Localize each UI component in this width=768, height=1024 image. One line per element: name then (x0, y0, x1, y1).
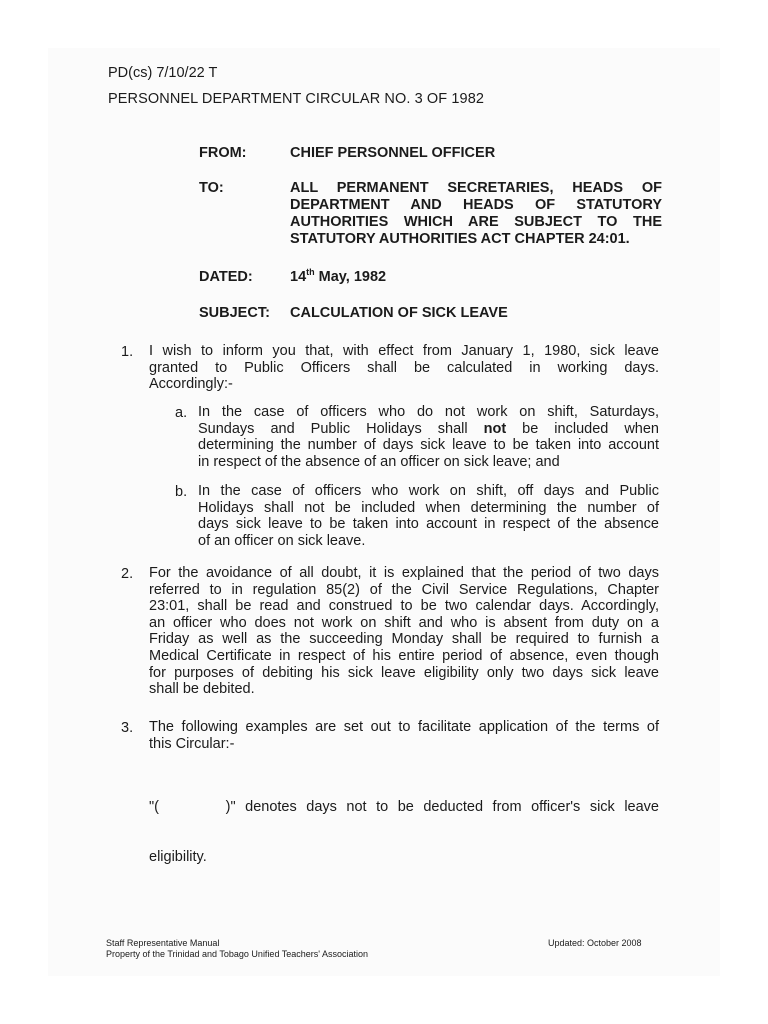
dated-suffix: th (306, 267, 315, 278)
paragraph-line: eligibility. (149, 848, 207, 865)
subparagraph-line: In the case of officers who do not work on shift, Saturdays, (198, 404, 659, 420)
dated-day: 14 (290, 269, 307, 285)
paragraph-line: For the avoidance of all doubt, it is explained that the period of two days (149, 565, 659, 581)
reference-number: PD(cs) 7/10/22 T (108, 65, 218, 81)
paragraph-line: granted to Public Officers shall be calculated in working days. (149, 359, 659, 376)
paragraph-1-number: 1. (121, 344, 134, 360)
subject-label: SUBJECT: (199, 305, 270, 321)
footer-manual: Staff Representative Manual (106, 938, 220, 948)
paragraph-line: Friday as well as the succeeding Monday shall be required to furnish a (149, 631, 659, 648)
paragraph-3-note (149, 766, 659, 882)
subparagraph-line (198, 421, 659, 438)
dated-label: DATED: (199, 269, 253, 285)
paragraph-3 (149, 719, 659, 752)
paragraph-line: shall be debited. (149, 681, 255, 698)
paragraph-line: an officer who does not work on shift and who is absent from duty on a (149, 614, 659, 631)
subparagraph-line: in respect of the absence of an officer on sick leave; and (198, 453, 560, 470)
paragraph-line: Accordingly:- (149, 376, 233, 393)
paragraph-line: for purposes of debiting his sick leave eligibility only two days sick leave (149, 664, 659, 681)
paragraph-line: I wish to inform you that, with effect from January 1, 1980, sick leave (149, 343, 659, 359)
paragraph-line: referred to in regulation 85(2) of the Civil Service Regulations, Chapter (149, 581, 659, 598)
footer-left (106, 938, 368, 960)
subparagraph-b-label: b. (175, 484, 188, 500)
dated-value (290, 269, 386, 286)
paragraph-line: The following examples are set out to facilitate application of the terms of (149, 719, 659, 735)
subparagraph-line: Holidays shall not be included when determining the number of (198, 499, 659, 516)
subparagraph-a-label: a. (175, 405, 188, 421)
subparagraph-line: determining the number of days sick leave to be taken into account (198, 437, 659, 454)
subparagraph-line: days sick leave to be taken into account in respect of the absence (198, 516, 659, 533)
subparagraph-b (198, 483, 659, 549)
paragraph-line: "( )" denotes days not to be deducted from officer's sick leave (149, 799, 659, 816)
paragraph-line: 23:01, shall be read and construed to be two calendar days. Accordingly, (149, 598, 659, 615)
to-line: DEPARTMENT AND HEADS OF STATUTORY (290, 197, 662, 213)
to-value (290, 180, 662, 248)
subparagraph-a (198, 404, 659, 470)
subparagraph-text: be included when (506, 420, 659, 437)
paragraph-2-number: 2. (121, 566, 134, 582)
to-line: AUTHORITIES WHICH ARE SUBJECT TO THE (290, 214, 662, 230)
to-line: ALL PERMANENT SECRETARIES, HEADS OF (290, 180, 662, 196)
footer-updated: Updated: October 2008 (548, 938, 642, 948)
paragraph-line: this Circular:- (149, 735, 235, 752)
paragraph-3-number: 3. (121, 720, 134, 736)
subparagraph-line: of an officer on sick leave. (198, 532, 366, 549)
paragraph-1 (149, 343, 659, 393)
circular-title: PERSONNEL DEPARTMENT CIRCULAR NO. 3 OF 1982 (108, 91, 485, 107)
subparagraph-line: In the case of officers who work on shift, off days and Public (198, 483, 659, 499)
paragraph-line: Medical Certificate in respect of his entire period of absence, even though (149, 647, 659, 664)
paragraph-2 (149, 565, 659, 698)
from-value: CHIEF PERSONNEL OFFICER (290, 145, 496, 161)
footer-property: Property of the Trinidad and Tobago Unified Teachers' Association (106, 949, 369, 959)
to-label: TO: (199, 180, 224, 196)
to-line: STATUTORY AUTHORITIES ACT CHAPTER 24:01. (290, 231, 630, 247)
subparagraph-text: Sundays and Public Holidays shall (198, 420, 484, 437)
emphasis-not: not (483, 420, 507, 437)
dated-rest: May, 1982 (314, 269, 387, 285)
from-label: FROM: (199, 145, 247, 161)
subject-value: CALCULATION OF SICK LEAVE (290, 305, 508, 321)
